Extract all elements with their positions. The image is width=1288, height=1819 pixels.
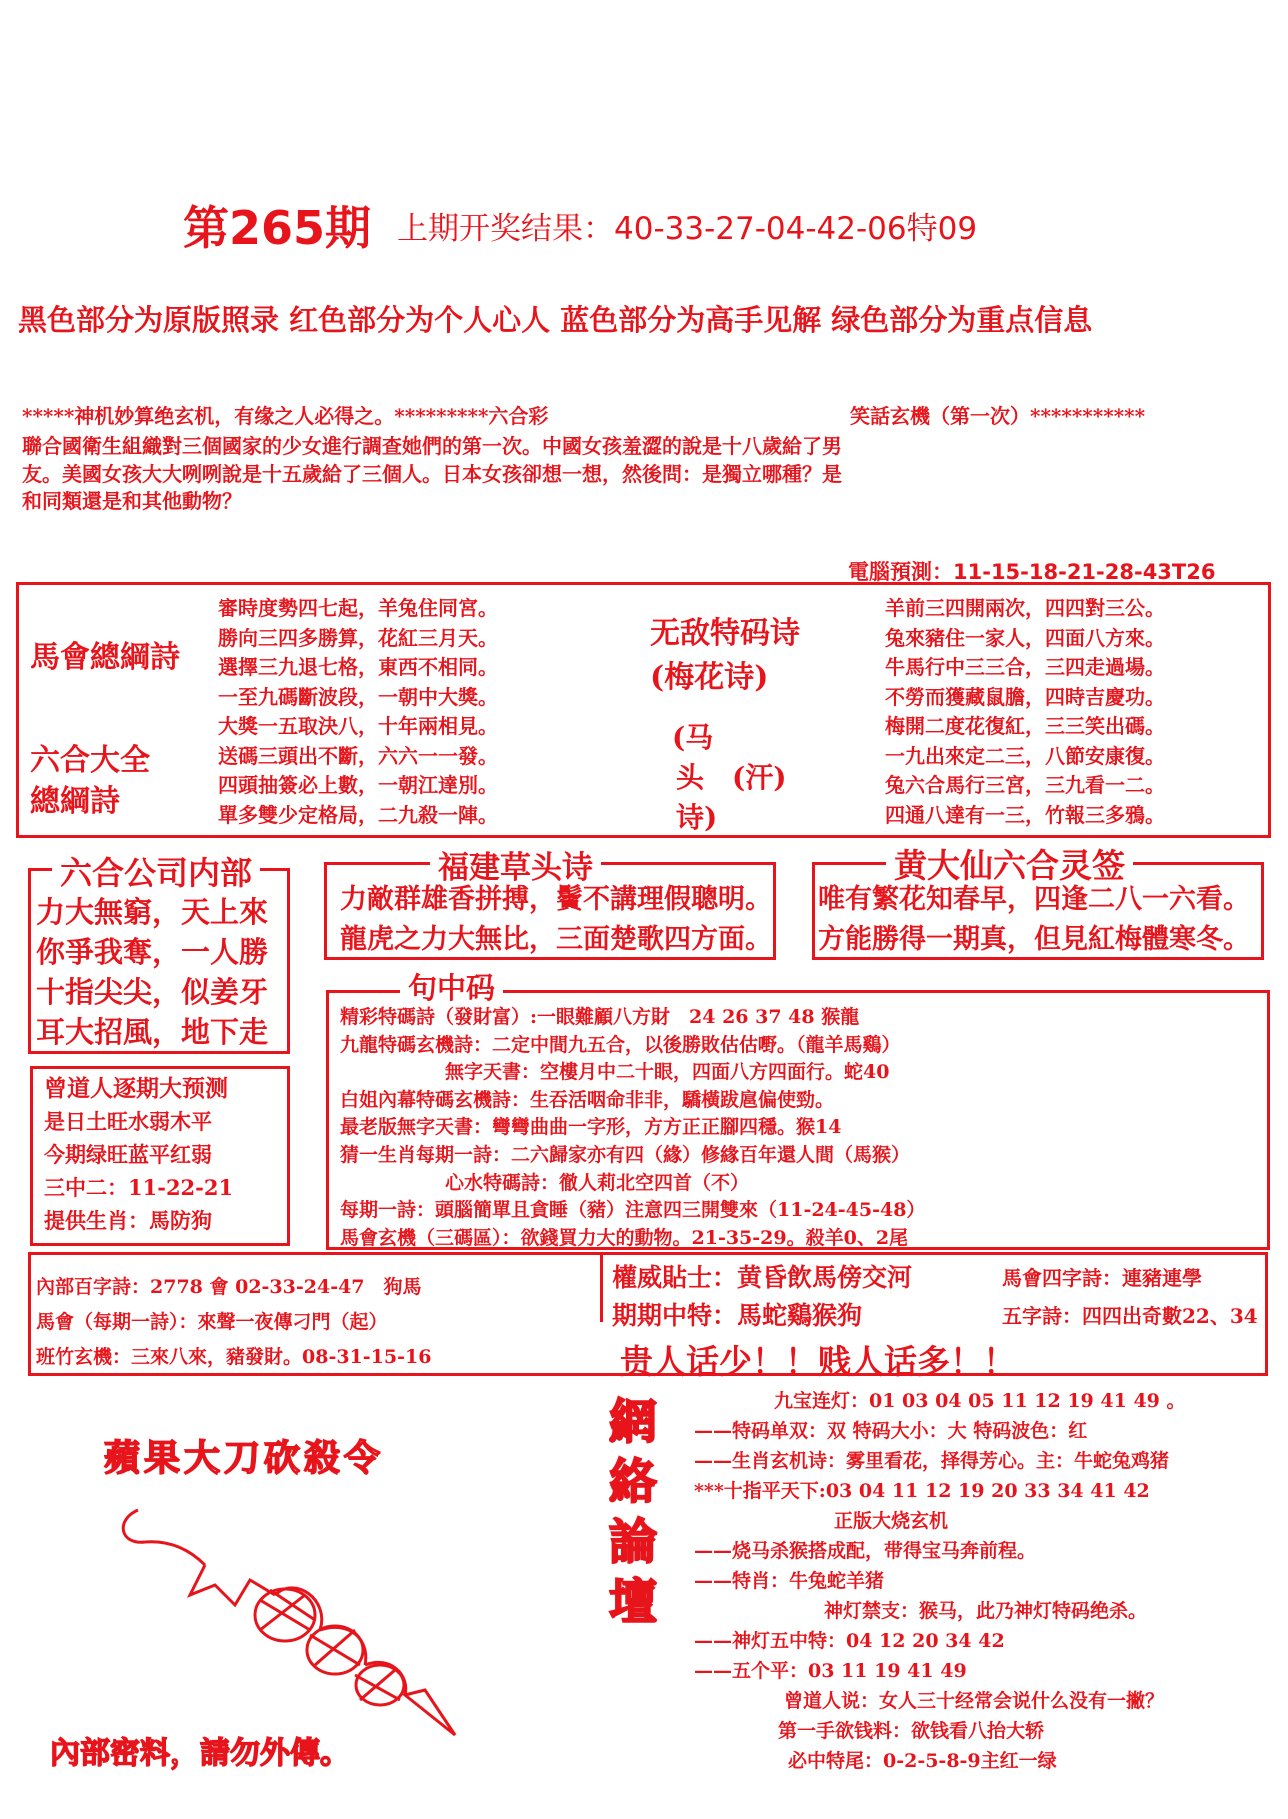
internal-line: 馬會（每期一詩）：來聲一夜傳刁門（起） — [36, 1311, 388, 1333]
juzhong-line: 猜一生肖每期一詩：二六歸家亦有四（緣）修緣百年還人間（馬猴） — [340, 1143, 911, 1166]
sword-illustration — [110, 1490, 500, 1750]
poem-right-line: 四通八達有一三，竹報三多鴉。 — [885, 802, 1165, 827]
company-line: 力大無窮，天上來 — [36, 895, 269, 929]
company-lines — [36, 892, 268, 1052]
poem-label-1: 馬會總綱詩 — [30, 640, 180, 675]
forum-vertical-title — [606, 1392, 660, 1632]
poem-right-line: 梅開二度花復紅，三三笑出碼。 — [885, 714, 1165, 738]
poem-left-line: 四頭抽簽必上數，一朝江達別。 — [218, 773, 498, 797]
authority-special: 期期中特：馬蛇鷄猴狗 — [612, 1301, 863, 1330]
joke-line-3: 友。美國女孩大大咧咧說是十五歲給了三個人。日本女孩卻想一想，然後問：是獨立哪種？是 — [22, 462, 842, 486]
company-line: 十指尖尖，似姜牙 — [36, 975, 269, 1009]
forum-char: 壇 — [608, 1574, 657, 1630]
computer-forecast: 電腦預測：11-15-18-21-28-43T26 — [848, 560, 1216, 584]
zengdao-line: 今期绿旺蓝平红弱 — [44, 1142, 212, 1167]
forum-char: 絡 — [608, 1454, 657, 1510]
poem-left-line: 一至九碼斷波段，一朝中大獎。 — [218, 684, 498, 709]
poem-right-line: 不勞而獲藏鼠膽，四時吉慶功。 — [885, 684, 1165, 709]
poem-right-lines — [885, 594, 1165, 830]
color-legend: 黑色部分为原版照录 红色部分为个人心人 蓝色部分为高手见解 绿色部分为重点信息 — [18, 303, 1093, 337]
joke-line-4: 和同類還是和其他動物？ — [22, 489, 242, 513]
poem-right-line: 兔來豬住一家人，四面八方來。 — [885, 625, 1165, 650]
forum-line: ——五个平：03 11 19 41 49 — [694, 1660, 967, 1682]
internal-line: 內部百字詩：2778 會 02-33-24-47 狗馬 — [36, 1276, 422, 1298]
poem-right-line: 一九出來定二三，八節安康復。 — [885, 743, 1165, 768]
internal-line: 班竹玄機：三來八來，豬發財。08-31-15-16 — [36, 1346, 432, 1368]
company-line: 耳大招風，地下走 — [36, 1015, 269, 1049]
forum-line: 必中特尾：0-2-5-8-9主红一绿 — [788, 1750, 1057, 1772]
poem-left-line: 大獎一五取決八，十年兩相見。 — [218, 714, 498, 738]
company-line: 你爭我奪，一人勝 — [36, 935, 269, 969]
forum-line: 曾道人说：女人三十经常会说什么没有一撇？ — [784, 1690, 1165, 1712]
poem-left-lines — [218, 594, 498, 830]
forum-line: ——特码单双：双 特码大小：大 特码波色：红 — [694, 1420, 1088, 1442]
poem-left-line: 審時度勢四七起，羊兔住同宮。 — [218, 596, 498, 620]
forum-line: 神灯禁支：猴马，此乃神灯特码绝杀。 — [824, 1600, 1148, 1622]
joke-line-1-left: *****神机妙算绝玄机，有缘之人必得之。*********六合彩 — [22, 404, 549, 428]
poem-left-line: 單多雙少定格局，二九殺一陣。 — [218, 802, 498, 827]
forum-line: ——生肖玄机诗：雾里看花，择得芳心。主：牛蛇兔鸡猪 — [694, 1450, 1170, 1472]
zengdao-title: 曾道人逐期大预测 — [44, 1075, 228, 1102]
forum-line: 第一手欲钱料：欲钱看八抬大轿 — [778, 1720, 1045, 1742]
juzhong-line: 九龍特碼玄機詩：二定中間九五合，以後勝敗估估嘢。（龍羊馬鷄） — [340, 1033, 901, 1056]
fujian-line: 力敵群雄香拼搏，鬢不講理假聰明。 — [340, 884, 772, 915]
juzhong-line: 白姐內幕特碼玄機詩：生吞活咽命非非，驕橫跋扈偏使勁。 — [340, 1088, 835, 1111]
forum-line: ——特肖：牛兔蛇羊猪 — [694, 1570, 885, 1592]
forum-char: 網 — [608, 1394, 657, 1450]
forum-line: ——神灯五中特：04 12 20 34 42 — [694, 1630, 1005, 1652]
authority-five-char: 五字詩：四四出奇數22、34 — [1002, 1304, 1258, 1328]
forum-char: 論 — [608, 1514, 657, 1570]
poem-left-line: 勝向三四多勝算，花紅三月天。 — [218, 625, 498, 650]
juzhong-line: 無字天書：空樓月中二十眼，四面八方四面行。蛇40 — [445, 1061, 890, 1084]
huang-line: 唯有繁花知春早，四逢二八一六看。 — [818, 884, 1250, 915]
juzhong-lines — [340, 1004, 925, 1252]
forum-line: 正版大烧玄机 — [834, 1510, 949, 1532]
fujian-lines — [340, 880, 772, 960]
joke-line-2: 聯合國衛生組織對三個國家的少女進行調查她們的第一次。中國女孩羞澀的說是十八歲給了男 — [22, 434, 842, 458]
poem-right-line: 牛馬行中三三合，三四走過場。 — [885, 655, 1165, 679]
juzhong-line: 每期一詩：頭腦簡單且貪睡（豬）注意四三開雙來（11-24-45-48） — [340, 1199, 926, 1222]
joke-title: 笑話玄機（第一次）*********** — [850, 404, 1146, 428]
forum-line: 九宝连灯：01 03 04 05 11 12 19 41 49 。 — [774, 1390, 1186, 1412]
forum-line: ——烧马杀猴搭成配，带得宝马奔前程。 — [694, 1540, 1037, 1562]
poem-label-2: 六合大全 — [30, 743, 150, 778]
last-result: 上期开奖结果：40-33-27-04-42-06特09 — [397, 211, 978, 247]
internal-divider — [600, 1252, 603, 1322]
apple-title: 蘋果大刀砍殺令 — [104, 1437, 385, 1479]
apple-footer: 內部密料，請勿外傳。 — [50, 1736, 350, 1771]
forum-lines — [664, 1386, 1186, 1776]
juzhong-line: 心水特碼詩：徹人莉北空四首（不） — [445, 1171, 750, 1194]
mid-title-1: 无敌特码诗 — [650, 616, 800, 651]
mid-note-2: 头 (汗) — [676, 761, 787, 794]
forum-line: ***十指平天下:03 04 11 12 19 20 33 34 41 42 — [694, 1480, 1150, 1502]
huang-lines — [818, 880, 1250, 960]
poem-left-line: 送碼三頭出不斷，六六一一發。 — [218, 743, 498, 768]
juzhong-line: 精彩特碼詩（發財富）:一眼難顧八方財 24 26 37 48 猴龍 — [340, 1006, 860, 1028]
authority-tip: 權威貼士：黄昏飲馬傍交河 — [612, 1263, 913, 1292]
juzhong-line: 馬會玄機（三碼區）：欲錢買力大的動物。21-35-29。殺羊0、2尾 — [340, 1226, 909, 1249]
juzhong-line: 最老版無字天書：彎彎曲曲一字形，方方正正腳四穩。猴14 — [340, 1116, 842, 1139]
zengdao-line: 是日土旺水弱木平 — [44, 1109, 212, 1134]
mid-title-2: (梅花诗) — [650, 660, 769, 695]
poem-right-line: 兔六合馬行三宮，三九看一二。 — [885, 773, 1165, 797]
zengdao-line: 三中二：11-22-21 — [44, 1175, 234, 1200]
poem-left-line: 選擇三九退七格，東西不相同。 — [218, 655, 498, 679]
poem-label-3: 總綱詩 — [30, 784, 120, 819]
company-title: 六合公司内部 — [52, 848, 260, 894]
zengdao-lines — [44, 1072, 233, 1237]
mid-note-1: (马 — [672, 721, 714, 754]
fujian-title: 福建草头诗 — [430, 842, 601, 887]
fujian-line: 龍虎之力大無比，三面楚歌四方面。 — [340, 924, 772, 955]
poem-right-line: 羊前三四開兩次，四四對三公。 — [885, 596, 1165, 620]
issue-number: 第265期 — [183, 201, 372, 255]
authority-slogan: 贵人话少！！贱人话多！！ — [620, 1342, 1016, 1381]
authority-four-char: 馬會四字詩：連豬連學 — [1002, 1266, 1202, 1290]
internal-lines — [36, 1270, 431, 1375]
mid-note-3: 诗) — [676, 801, 718, 834]
huang-line: 方能勝得一期真，但見紅梅體寒冬。 — [818, 924, 1250, 955]
juzhong-title: 句中码 — [400, 966, 503, 1007]
zengdao-line: 提供生肖：馬防狗 — [44, 1208, 212, 1233]
huang-title: 黄大仙六合灵签 — [886, 840, 1133, 887]
